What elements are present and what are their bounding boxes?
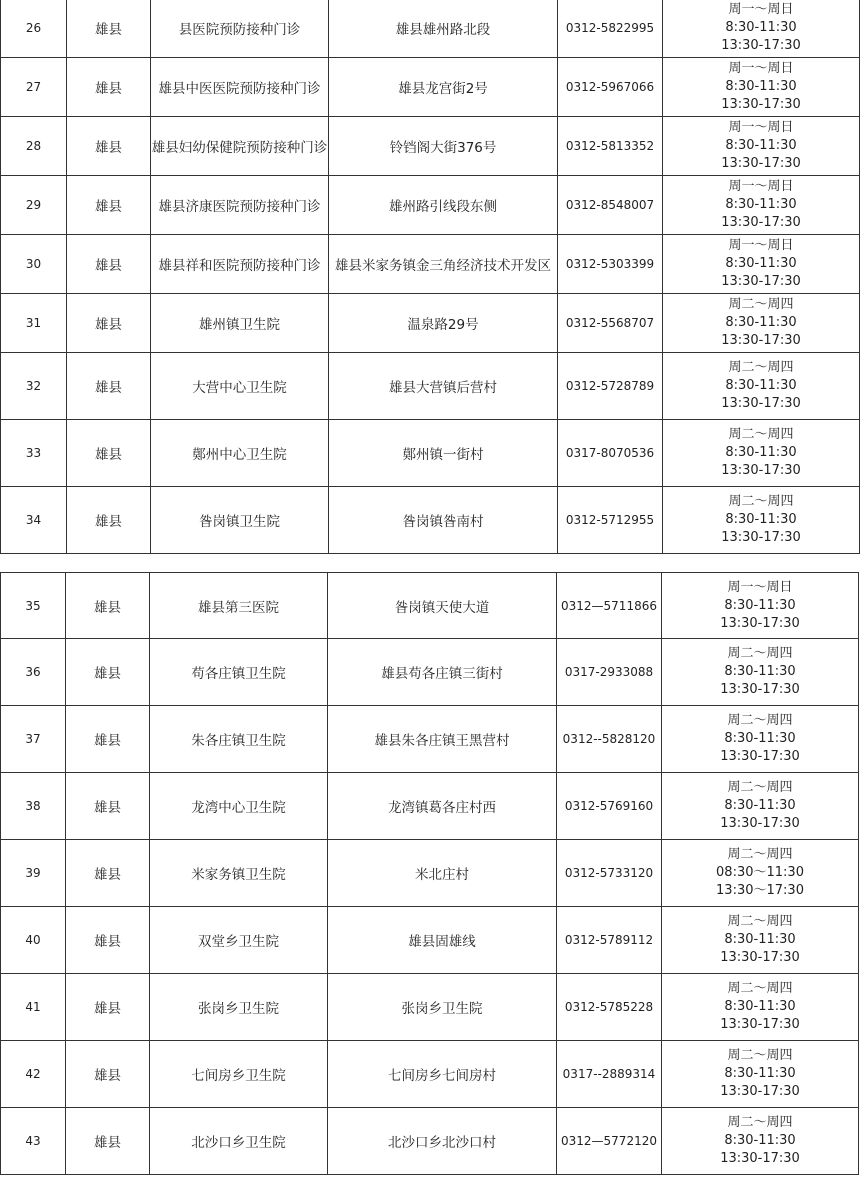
county-cell: 雄县 bbox=[66, 974, 150, 1041]
service-days: 周二～周四 bbox=[727, 914, 793, 929]
afternoon-hours: 13:30-17:30 bbox=[720, 615, 800, 631]
service-days: 周二～周四 bbox=[727, 780, 793, 795]
hours-cell bbox=[662, 773, 859, 840]
row-number: 42 bbox=[1, 1041, 66, 1108]
morning-hours: 8:30-11:30 bbox=[725, 378, 797, 393]
hours-cell bbox=[662, 639, 859, 706]
morning-hours: 8:30-11:30 bbox=[724, 731, 796, 746]
service-days: 周二～周四 bbox=[727, 1115, 793, 1130]
service-days: 周一～周日 bbox=[728, 61, 794, 76]
morning-hours: 8:30-11:30 bbox=[725, 512, 797, 527]
clinic-name-cell: 北沙口乡卫生院 bbox=[150, 1108, 328, 1175]
row-number: 30 bbox=[1, 235, 67, 294]
morning-hours: 8:30-11:30 bbox=[725, 138, 797, 153]
clinic-name-cell: 雄县第三医院 bbox=[150, 573, 328, 639]
county-cell: 雄县 bbox=[66, 639, 150, 706]
phone-cell: 0312-5785228 bbox=[557, 974, 662, 1041]
phone-cell: 0312-5728789 bbox=[558, 353, 663, 420]
county-cell: 雄县 bbox=[67, 294, 151, 353]
morning-hours: 8:30-11:30 bbox=[724, 1066, 796, 1081]
service-days: 周一～周日 bbox=[728, 179, 794, 194]
row-number: 43 bbox=[1, 1108, 66, 1175]
morning-hours: 8:30-11:30 bbox=[724, 1133, 796, 1148]
phone-cell: 0312-5303399 bbox=[558, 235, 663, 294]
hours-cell bbox=[663, 235, 860, 294]
clinic-name-cell: 鄚州中心卫生院 bbox=[151, 420, 329, 487]
morning-hours: 8:30-11:30 bbox=[724, 999, 796, 1014]
county-cell: 雄县 bbox=[67, 487, 151, 554]
afternoon-hours: 13:30-17:30 bbox=[721, 38, 801, 53]
morning-hours: 8:30-11:30 bbox=[725, 445, 797, 460]
address-cell: 雄县固雄线 bbox=[328, 907, 557, 974]
address-cell: 雄县朱各庄镇王黑营村 bbox=[328, 706, 557, 773]
morning-hours: 8:30-11:30 bbox=[724, 932, 796, 947]
service-days: 周二～周四 bbox=[728, 427, 794, 442]
hours-cell bbox=[662, 907, 859, 974]
clinic-name-cell: 雄县妇幼保健院预防接种门诊 bbox=[151, 117, 329, 176]
address-cell: 铃铛阁大街376号 bbox=[329, 117, 558, 176]
hours-cell bbox=[662, 706, 859, 773]
table-row bbox=[1, 1041, 859, 1108]
clinic-name-cell: 双堂乡卫生院 bbox=[150, 907, 328, 974]
address-cell: 张岗乡卫生院 bbox=[328, 974, 557, 1041]
afternoon-hours: 13:30-17:30 bbox=[720, 816, 800, 831]
hours-cell bbox=[663, 294, 860, 353]
table-row bbox=[1, 176, 860, 235]
morning-hours: 8:30-11:30 bbox=[724, 664, 796, 679]
clinic-name-cell: 县医院预防接种门诊 bbox=[151, 0, 329, 58]
table-row bbox=[1, 117, 860, 176]
hours-cell bbox=[662, 1041, 859, 1108]
table-row bbox=[1, 907, 859, 974]
row-number: 31 bbox=[1, 294, 67, 353]
row-number: 27 bbox=[1, 58, 67, 117]
clinic-name-cell: 雄州镇卫生院 bbox=[151, 294, 329, 353]
table-row bbox=[1, 639, 859, 706]
hours-cell bbox=[662, 573, 859, 639]
clinic-name-cell: 昝岗镇卫生院 bbox=[151, 487, 329, 554]
afternoon-hours: 13:30-17:30 bbox=[720, 682, 800, 697]
clinic-name-cell: 龙湾中心卫生院 bbox=[150, 773, 328, 840]
county-cell: 雄县 bbox=[66, 573, 150, 639]
phone-cell: 0312—5772120 bbox=[557, 1108, 662, 1175]
table-row bbox=[1, 773, 859, 840]
service-days: 周二～周四 bbox=[728, 494, 794, 509]
row-number: 33 bbox=[1, 420, 67, 487]
service-days: 周二～周四 bbox=[727, 1048, 793, 1063]
address-cell: 北沙口乡北沙口村 bbox=[328, 1108, 557, 1175]
service-days: 周二～周四 bbox=[728, 297, 794, 312]
clinic-name-cell: 雄县济康医院预防接种门诊 bbox=[151, 176, 329, 235]
afternoon-hours: 13:30-17:30 bbox=[720, 1084, 800, 1099]
phone-cell: 0312-5813352 bbox=[558, 117, 663, 176]
hours-cell bbox=[662, 1108, 859, 1175]
row-number: 29 bbox=[1, 176, 67, 235]
service-days: 周二～周四 bbox=[727, 713, 793, 728]
row-number: 34 bbox=[1, 487, 67, 554]
table-row bbox=[1, 840, 859, 907]
address-cell: 雄县雄州路北段 bbox=[329, 0, 558, 58]
morning-hours: 8:30-11:30 bbox=[725, 315, 797, 330]
address-cell: 温泉路29号 bbox=[329, 294, 558, 353]
phone-cell: 0312-5967066 bbox=[558, 58, 663, 117]
clinic-name-cell: 米家务镇卫生院 bbox=[150, 840, 328, 907]
service-days: 周二～周四 bbox=[727, 847, 793, 862]
afternoon-hours: 13:30-17:30 bbox=[721, 274, 801, 289]
table-row bbox=[1, 1108, 859, 1175]
clinic-name-cell: 雄县中医医院预防接种门诊 bbox=[151, 58, 329, 117]
clinic-name-cell: 雄县祥和医院预防接种门诊 bbox=[151, 235, 329, 294]
clinic-table-upper bbox=[0, 0, 860, 554]
county-cell: 雄县 bbox=[67, 235, 151, 294]
service-days: 周一～周日 bbox=[728, 238, 794, 253]
phone-cell: 0312--5828120 bbox=[557, 706, 662, 773]
phone-cell: 0317-8070536 bbox=[558, 420, 663, 487]
address-cell: 昝岗镇天使大道 bbox=[328, 573, 557, 639]
phone-cell: 0312-5733120 bbox=[557, 840, 662, 907]
morning-hours: 8:30-11:30 bbox=[724, 798, 796, 813]
phone-cell: 0317-2933088 bbox=[557, 639, 662, 706]
hours-cell bbox=[663, 353, 860, 420]
hours-cell bbox=[663, 0, 860, 58]
clinic-name-cell: 苟各庄镇卫生院 bbox=[150, 639, 328, 706]
row-number: 35 bbox=[1, 573, 66, 639]
row-number: 32 bbox=[1, 353, 67, 420]
afternoon-hours: 13:30-17:30 bbox=[721, 530, 801, 545]
hours-cell bbox=[663, 487, 860, 554]
phone-cell: 0312-5568707 bbox=[558, 294, 663, 353]
afternoon-hours: 13:30-17:30 bbox=[721, 97, 801, 112]
afternoon-hours: 13:30～17:30 bbox=[716, 883, 804, 898]
address-cell: 鄚州镇一街村 bbox=[329, 420, 558, 487]
hours-cell bbox=[663, 420, 860, 487]
service-days: 周一～周日 bbox=[727, 579, 793, 595]
county-cell: 雄县 bbox=[66, 1108, 150, 1175]
table-row bbox=[1, 573, 859, 639]
clinic-name-cell: 七间房乡卫生院 bbox=[150, 1041, 328, 1108]
afternoon-hours: 13:30-17:30 bbox=[721, 333, 801, 348]
phone-cell: 0312-5769160 bbox=[557, 773, 662, 840]
row-number: 36 bbox=[1, 639, 66, 706]
row-number: 37 bbox=[1, 706, 66, 773]
address-cell: 昝岗镇昝南村 bbox=[329, 487, 558, 554]
address-cell: 雄县大营镇后营村 bbox=[329, 353, 558, 420]
table-row bbox=[1, 294, 860, 353]
county-cell: 雄县 bbox=[67, 0, 151, 58]
row-number: 39 bbox=[1, 840, 66, 907]
county-cell: 雄县 bbox=[67, 117, 151, 176]
afternoon-hours: 13:30-17:30 bbox=[720, 950, 800, 965]
hours-cell bbox=[662, 974, 859, 1041]
morning-hours: 8:30-11:30 bbox=[725, 20, 797, 35]
afternoon-hours: 13:30-17:30 bbox=[721, 156, 801, 171]
clinic-name-cell: 大营中心卫生院 bbox=[151, 353, 329, 420]
service-days: 周二～周四 bbox=[728, 360, 794, 375]
afternoon-hours: 13:30-17:30 bbox=[721, 215, 801, 230]
afternoon-hours: 13:30-17:30 bbox=[720, 1017, 800, 1032]
row-number: 40 bbox=[1, 907, 66, 974]
county-cell: 雄县 bbox=[67, 420, 151, 487]
phone-cell: 0317--2889314 bbox=[557, 1041, 662, 1108]
county-cell: 雄县 bbox=[66, 1041, 150, 1108]
address-cell: 米北庄村 bbox=[328, 840, 557, 907]
table-row bbox=[1, 0, 860, 58]
table-row bbox=[1, 235, 860, 294]
clinic-table-lower bbox=[0, 572, 859, 1175]
table-row bbox=[1, 706, 859, 773]
county-cell: 雄县 bbox=[66, 907, 150, 974]
morning-hours: 08:30～11:30 bbox=[716, 865, 804, 880]
county-cell: 雄县 bbox=[66, 840, 150, 907]
morning-hours: 8:30-11:30 bbox=[725, 197, 797, 212]
row-number: 41 bbox=[1, 974, 66, 1041]
table-row bbox=[1, 487, 860, 554]
address-cell: 雄县苟各庄镇三街村 bbox=[328, 639, 557, 706]
morning-hours: 8:30-11:30 bbox=[724, 597, 796, 613]
phone-cell: 0312-5712955 bbox=[558, 487, 663, 554]
service-days: 周一～周日 bbox=[728, 120, 794, 135]
hours-cell bbox=[663, 117, 860, 176]
table-row bbox=[1, 420, 860, 487]
address-cell: 雄州路引线段东侧 bbox=[329, 176, 558, 235]
row-number: 38 bbox=[1, 773, 66, 840]
afternoon-hours: 13:30-17:30 bbox=[721, 396, 801, 411]
clinic-name-cell: 张岗乡卫生院 bbox=[150, 974, 328, 1041]
hours-cell bbox=[662, 840, 859, 907]
phone-cell: 0312-5822995 bbox=[558, 0, 663, 58]
service-days: 周二～周四 bbox=[727, 981, 793, 996]
address-cell: 雄县龙宫街2号 bbox=[329, 58, 558, 117]
county-cell: 雄县 bbox=[67, 58, 151, 117]
afternoon-hours: 13:30-17:30 bbox=[720, 749, 800, 764]
table-row bbox=[1, 58, 860, 117]
service-days: 周二～周四 bbox=[727, 646, 793, 661]
morning-hours: 8:30-11:30 bbox=[725, 79, 797, 94]
afternoon-hours: 13:30-17:30 bbox=[721, 463, 801, 478]
phone-cell: 0312—5711866 bbox=[557, 573, 662, 639]
county-cell: 雄县 bbox=[67, 353, 151, 420]
county-cell: 雄县 bbox=[67, 176, 151, 235]
table-row bbox=[1, 353, 860, 420]
address-cell: 七间房乡七间房村 bbox=[328, 1041, 557, 1108]
row-number: 28 bbox=[1, 117, 67, 176]
address-cell: 雄县米家务镇金三角经济技术开发区 bbox=[329, 235, 558, 294]
afternoon-hours: 13:30-17:30 bbox=[720, 1151, 800, 1166]
hours-cell bbox=[663, 176, 860, 235]
address-cell: 龙湾镇葛各庄村西 bbox=[328, 773, 557, 840]
county-cell: 雄县 bbox=[66, 706, 150, 773]
row-number: 26 bbox=[1, 0, 67, 58]
hours-cell bbox=[663, 58, 860, 117]
service-days: 周一～周日 bbox=[728, 2, 794, 17]
county-cell: 雄县 bbox=[66, 773, 150, 840]
morning-hours: 8:30-11:30 bbox=[725, 256, 797, 271]
phone-cell: 0312-5789112 bbox=[557, 907, 662, 974]
clinic-name-cell: 朱各庄镇卫生院 bbox=[150, 706, 328, 773]
table-row bbox=[1, 974, 859, 1041]
phone-cell: 0312-8548007 bbox=[558, 176, 663, 235]
